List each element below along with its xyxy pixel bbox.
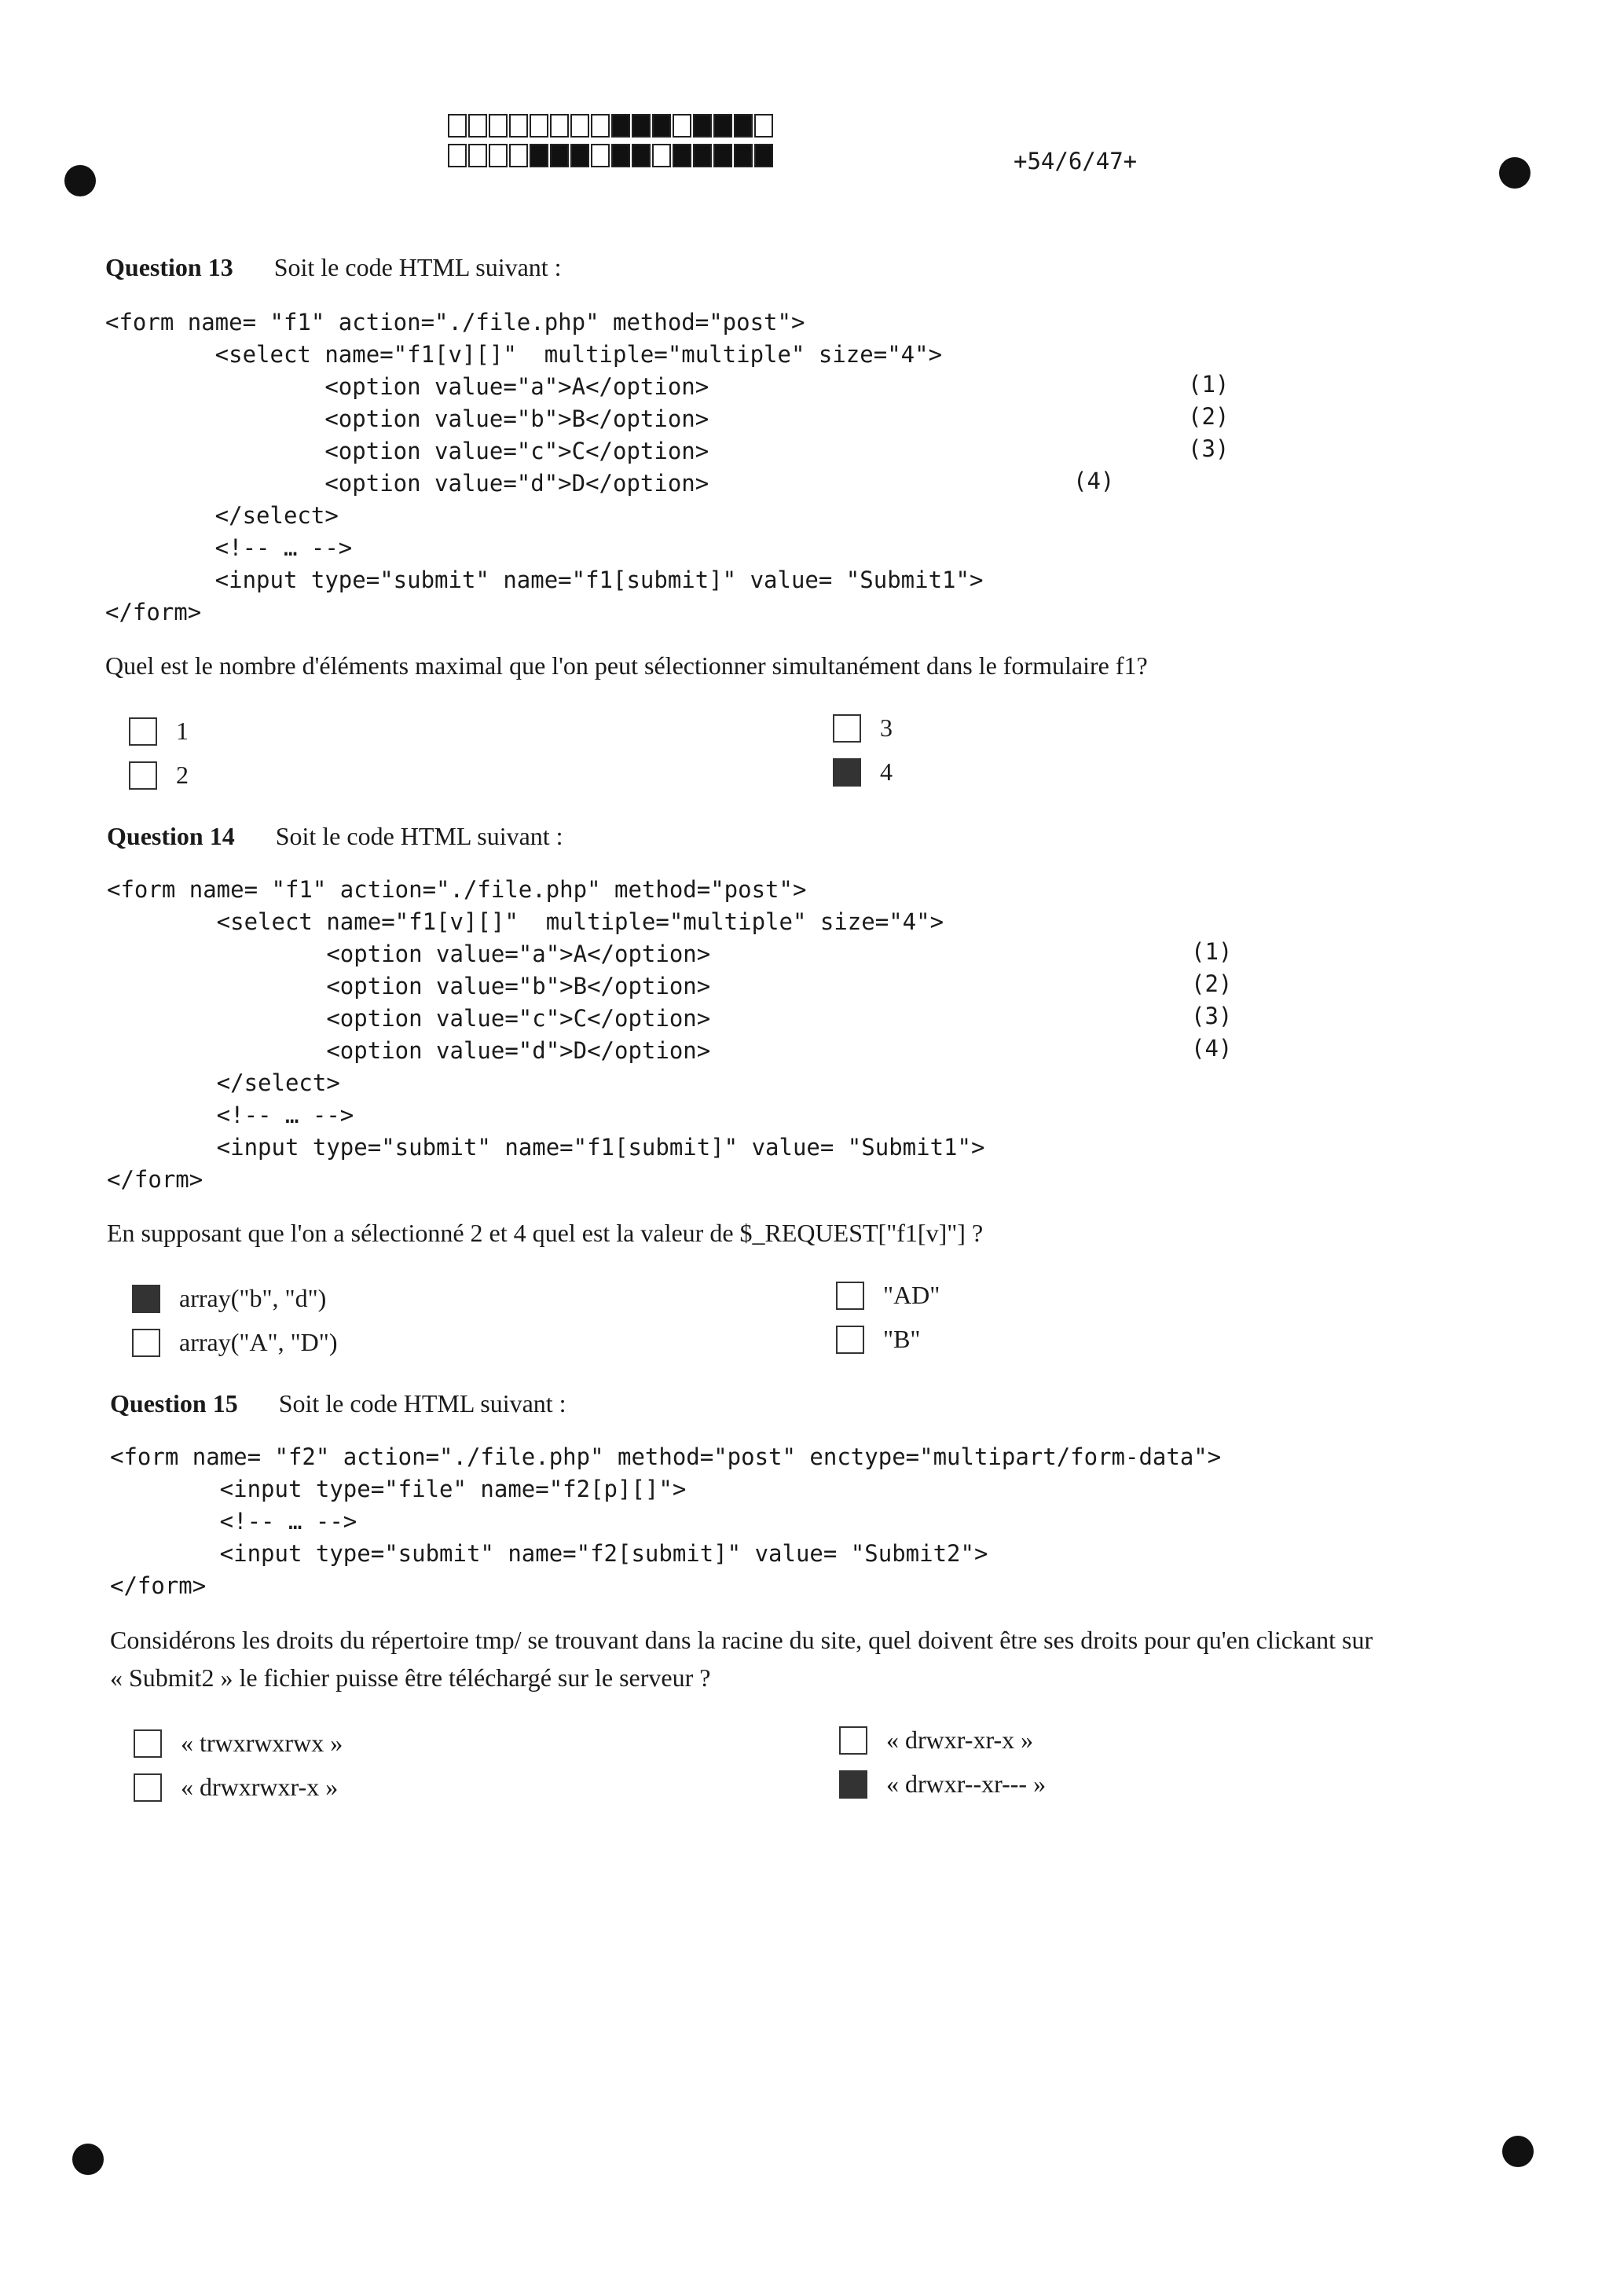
choice-label: array("b", "d"): [179, 1284, 327, 1312]
choice-label: 4: [880, 757, 893, 786]
barcode-cell: [591, 144, 610, 167]
barcode-cell: [550, 144, 569, 167]
barcode-cell: [570, 114, 589, 138]
question-15-text-line1: Considérons les droits du répertoire tmp/ se trouvant dans la racine du site, quel doivent être ses droits pour qu'en clickant sur: [110, 1626, 1373, 1654]
barcode-cell: [673, 144, 691, 167]
choice-label: « drwxrwxr-x »: [181, 1773, 339, 1801]
checkbox[interactable]: [134, 1729, 162, 1758]
question-13-code: <form name= "f1" action="./file.php" method="post"> <select name="f1[v][]" multiple="multiple" size="4"> <option value="a">A</option> <option value="b">B</option> <option value="c">C</option> <option value="d">D</option> </select> <!-- … --> <input type="submit" name="f1[submit]" value= "Submit1"> </form>: [105, 309, 984, 625]
barcode-cell: [489, 114, 508, 138]
question-13-title: [105, 253, 562, 282]
q14-choice-4[interactable]: [836, 1325, 920, 1354]
option-mark: (1): [1188, 371, 1230, 398]
option-mark: (4): [1191, 1035, 1233, 1062]
question-number: Question 15: [110, 1389, 238, 1418]
question-intro: Soit le code HTML suivant :: [273, 253, 562, 281]
choice-label: « trwxrwxrwx »: [181, 1729, 343, 1757]
barcode-cell: [693, 114, 712, 138]
option-mark: (3): [1188, 435, 1230, 462]
q14-choice-1[interactable]: [132, 1284, 326, 1313]
barcode-cell: [489, 144, 508, 167]
barcode-cell: [509, 114, 528, 138]
question-14-code: <form name= "f1" action="./file.php" method="post"> <select name="f1[v][]" multiple="multiple" size="4"> <option value="a">A</option> <option value="b">B</option> <option value="c">C</option> <option value="d">D</option> </select> <!-- … --> <input type="submit" name="f1[submit]" value= "Submit1"> </form>: [107, 876, 985, 1193]
q15-choice-4[interactable]: [839, 1770, 1046, 1799]
q13-choice-4[interactable]: [833, 757, 893, 787]
choice-label: array("A", "D"): [179, 1328, 338, 1356]
choice-label: 2: [176, 761, 189, 789]
q13-choice-2[interactable]: [129, 761, 189, 790]
checkbox[interactable]: [836, 1282, 864, 1310]
barcode-cell: [652, 144, 671, 167]
barcode-cell: [734, 114, 753, 138]
q15-choice-1[interactable]: [134, 1729, 343, 1758]
option-mark: (3): [1191, 1003, 1233, 1029]
barcode-cell: [550, 114, 569, 138]
question-15-text-line2: « Submit2 » le fichier puisse être téléchargé sur le serveur ?: [110, 1663, 711, 1692]
barcode-cell: [693, 144, 712, 167]
q15-choice-2[interactable]: [134, 1773, 338, 1802]
checkbox[interactable]: [833, 714, 861, 743]
barcode-cell: [632, 144, 651, 167]
barcode-cell: [611, 114, 630, 138]
registration-dot-top-right: [1499, 157, 1531, 189]
barcode-cell: [632, 114, 651, 138]
barcode-cell: [468, 114, 487, 138]
option-mark: (2): [1191, 970, 1233, 997]
barcode-cell: [673, 114, 691, 138]
checkbox-checked[interactable]: [839, 1770, 867, 1799]
question-intro: Soit le code HTML suivant :: [275, 822, 563, 850]
question-15-code: <form name= "f2" action="./file.php" method="post" enctype="multipart/form-data"> <input type="file" name="f2[p][]"> <!-- … --> <input type="submit" name="f2[submit]" value= "Submit2"> </form>: [110, 1443, 1222, 1599]
question-15-title: [110, 1389, 566, 1418]
barcode: [448, 114, 775, 174]
question-13-text: Quel est le nombre d'éléments maximal que l'on peut sélectionner simultanément dans le formulaire f1?: [105, 651, 1148, 680]
option-mark: (2): [1188, 403, 1230, 430]
option-mark: (4): [1073, 468, 1115, 494]
barcode-cell: [611, 144, 630, 167]
choice-label: « drwxr--xr--- »: [886, 1770, 1047, 1798]
barcode-cell: [652, 114, 671, 138]
checkbox-checked[interactable]: [833, 758, 861, 787]
checkbox[interactable]: [132, 1329, 160, 1357]
barcode-cell: [754, 144, 773, 167]
registration-dot-top-left: [64, 165, 96, 196]
registration-dot-bottom-left: [72, 2144, 104, 2175]
q14-choice-3[interactable]: [836, 1281, 940, 1310]
barcode-cell: [734, 144, 753, 167]
checkbox[interactable]: [836, 1326, 864, 1354]
question-number: Question 13: [105, 253, 233, 281]
registration-dot-bottom-right: [1502, 2136, 1534, 2167]
choice-label: 3: [880, 713, 893, 742]
barcode-cell: [713, 114, 732, 138]
q13-choice-1[interactable]: [129, 717, 189, 746]
choice-label: "B": [883, 1325, 921, 1353]
option-mark: (1): [1191, 938, 1233, 965]
question-14-text: En supposant que l'on a sélectionné 2 et 4 quel est la valeur de $_REQUEST["f1[v]"] ?: [107, 1219, 984, 1247]
barcode-cell: [448, 114, 467, 138]
barcode-cell: [570, 144, 589, 167]
barcode-cell: [468, 144, 487, 167]
barcode-cell: [591, 114, 610, 138]
q13-choice-3[interactable]: [833, 713, 893, 743]
q15-choice-3[interactable]: [839, 1726, 1033, 1755]
question-intro: Soit le code HTML suivant :: [278, 1389, 566, 1418]
barcode-cell: [754, 114, 773, 138]
page-code: +54/6/47+: [1014, 148, 1138, 174]
choice-label: 1: [176, 717, 189, 745]
barcode-cell: [448, 144, 467, 167]
checkbox[interactable]: [839, 1726, 867, 1755]
checkbox[interactable]: [134, 1773, 162, 1802]
barcode-cell: [713, 144, 732, 167]
barcode-cell: [509, 144, 528, 167]
q14-choice-2[interactable]: [132, 1328, 338, 1357]
checkbox[interactable]: [129, 761, 157, 790]
checkbox[interactable]: [129, 717, 157, 746]
question-number: Question 14: [107, 822, 235, 850]
barcode-cell: [530, 144, 548, 167]
choice-label: "AD": [883, 1281, 940, 1309]
choice-label: « drwxr-xr-x »: [886, 1726, 1034, 1754]
barcode-cell: [530, 114, 548, 138]
question-14-title: [107, 822, 563, 851]
checkbox-checked[interactable]: [132, 1285, 160, 1313]
